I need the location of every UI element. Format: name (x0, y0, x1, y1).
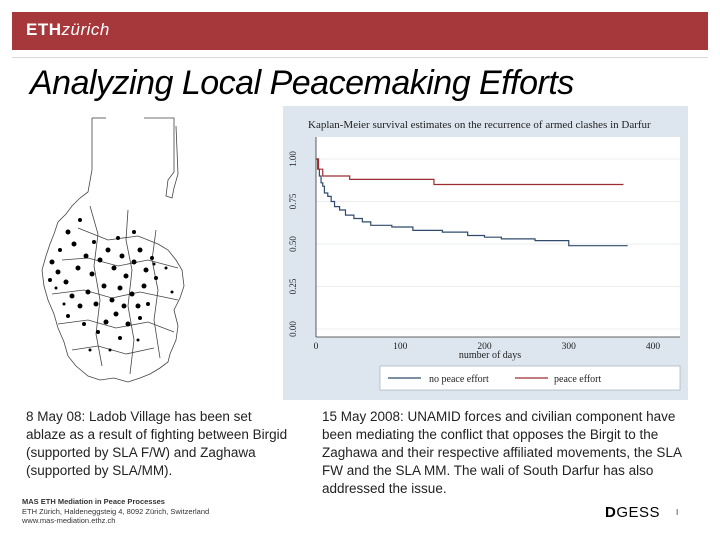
footer-line-1: MAS ETH Mediation in Peace Processes (22, 497, 165, 506)
caption-right: 15 May 2008: UNAMID forces and civilian component have been mediating the conflict that opposes the Birgit to the Zaghawa and their respective affiliated movements, the SLA FW and the SLA MM. The wali of South Darfur has also addressed the issue. (322, 409, 682, 496)
x-tick-label: 100 (393, 342, 408, 352)
chart-legend (380, 366, 680, 390)
footer-line-3[interactable]: www.mas-mediation.ethz.ch (22, 516, 116, 525)
header-divider (12, 57, 708, 58)
x-tick-label: 200 (477, 342, 492, 352)
x-tick-label: 400 (645, 342, 661, 352)
y-tick-label: 0.00 (288, 321, 298, 337)
dgess-logo-gess: GESS (616, 504, 661, 521)
darfur-map-image (28, 110, 278, 385)
x-tick-label: 0 (313, 342, 319, 352)
x-axis-label: number of days (458, 350, 522, 361)
y-tick-labels (288, 151, 298, 337)
dgess-logo-d: D (605, 504, 617, 521)
x-tick-label: 300 (561, 342, 576, 352)
km-chart-svg (283, 106, 688, 400)
y-tick-label: 1.00 (288, 151, 298, 167)
legend-label-peace: peace effort (554, 374, 602, 385)
page-marker: I (676, 508, 679, 517)
caption-left: 8 May 08: Ladob Village has been set ablaze as a result of fighting between Birgid (supported by SLA F/W) and Zaghawa (supported by SLA/MM). (26, 409, 288, 478)
legend-label-no-peace: no peace effort (429, 374, 489, 385)
y-tick-label: 0.75 (288, 193, 298, 210)
logo-eth-text: ETH (26, 20, 62, 39)
eth-logo[interactable] (26, 20, 110, 40)
footer-address (22, 497, 262, 526)
y-tick-label: 0.50 (288, 236, 298, 252)
km-chart (283, 106, 688, 400)
y-tick-label: 0.25 (288, 278, 298, 295)
footer-line-2: ETH Zürich, Haldeneggsteig 4, 8092 Zürich, Switzerland (22, 506, 210, 516)
slide-title: Analyzing Local Peacemaking Efforts (30, 64, 574, 102)
dgess-logo (605, 504, 660, 521)
logo-zurich-text: zürich (61, 20, 110, 39)
chart-title: Kaplan-Meier survival estimates on the recurrence of armed clashes in Darfur (308, 119, 651, 131)
map-border-lines (42, 118, 184, 382)
header-bar (12, 12, 708, 50)
